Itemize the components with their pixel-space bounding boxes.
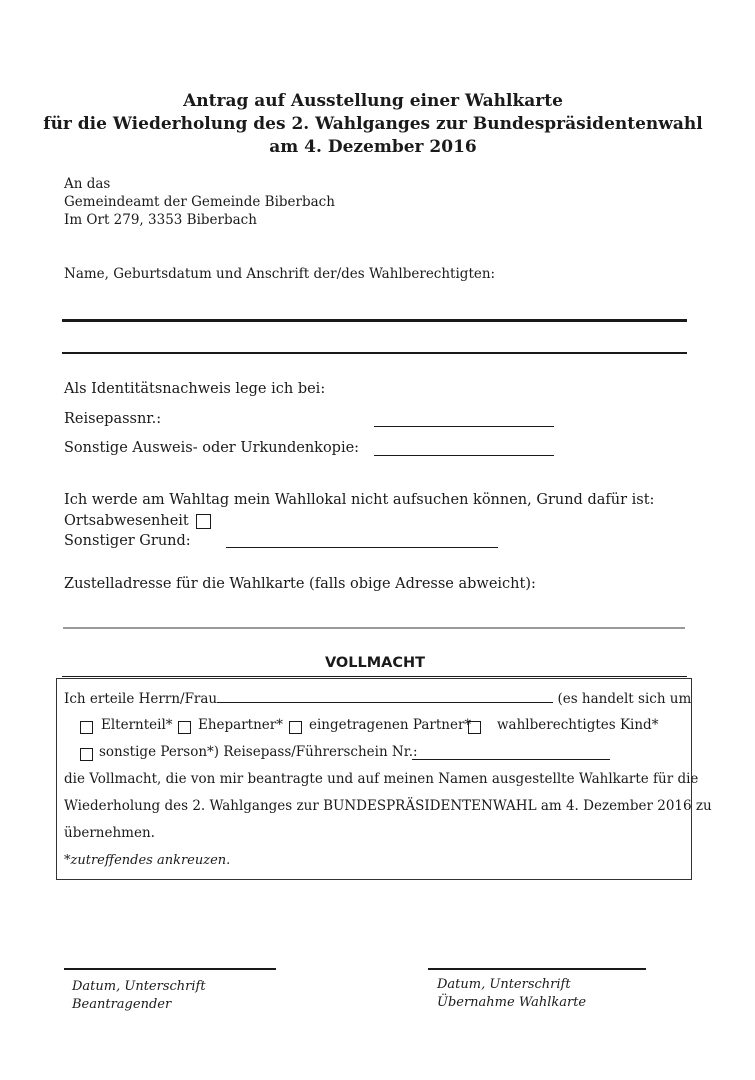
delivery-address-line[interactable]	[63, 627, 685, 629]
child-checkbox[interactable]	[468, 721, 481, 734]
spouse-option-label: Ehepartner*	[198, 717, 283, 733]
recipient-signature-caption-1: Datum, Unterschrift	[437, 977, 571, 992]
voter-info-line-2[interactable]	[62, 352, 687, 354]
proxy-heading-rule	[62, 676, 687, 677]
proxy-name-suffix: (es handelt sich um	[557, 691, 692, 707]
voter-info-label: Name, Geburtsdatum und Anschrift der/des Wahlberechtigten:	[64, 266, 496, 282]
proxy-box	[56, 678, 712, 880]
reason-heading: Ich werde am Wahltag mein Wahllokal nicht aufsuchen können, Grund dafür ist:	[64, 492, 655, 508]
applicant-signature-caption-2: Beantragender	[72, 997, 172, 1012]
absence-label: Ortsabwesenheit	[64, 513, 189, 529]
parent-checkbox[interactable]	[80, 721, 93, 734]
other-person-checkbox[interactable]	[80, 748, 93, 761]
other-reason-field[interactable]	[226, 534, 498, 548]
other-reason-label: Sonstiger Grund:	[64, 533, 191, 549]
child-option-label: wahlberechtigtes Kind*	[497, 717, 659, 733]
proxy-name-prefix: Ich erteile Herrn/Frau	[64, 691, 218, 707]
proxy-footnote: *zutreffendes ankreuzen.	[64, 853, 231, 868]
passport-number-field[interactable]	[374, 413, 554, 427]
proxy-body-line-3: übernehmen.	[64, 825, 155, 841]
recipient-signature-line[interactable]	[428, 968, 646, 970]
form-title-line-1: Antrag auf Ausstellung einer Wahlkarte	[183, 91, 563, 111]
id-document-number-field[interactable]	[412, 746, 610, 760]
proxy-body-line-2: Wiederholung des 2. Wahlganges zur BUNDESPRÄSIDENTENWAHL am 4. Dezember 2016 zu	[64, 798, 712, 814]
applicant-signature-line[interactable]	[64, 968, 276, 970]
other-document-field[interactable]	[374, 442, 554, 456]
recipient-line-3: Im Ort 279, 3353 Biberbach	[64, 212, 257, 228]
recipient-signature-caption-2: Übernahme Wahlkarte	[437, 995, 587, 1010]
form-title-line-3: am 4. Dezember 2016	[269, 137, 477, 157]
recipient-line-1: An das	[64, 176, 111, 192]
passport-label: Reisepassnr.:	[64, 411, 162, 427]
applicant-signature-caption-1: Datum, Unterschrift	[72, 979, 206, 994]
parent-option-label: Elternteil*	[101, 717, 173, 733]
proxy-line-1	[64, 689, 691, 707]
identity-heading: Als Identitätsnachweis lege ich bei:	[64, 381, 326, 397]
voter-info-line-1[interactable]	[62, 319, 687, 322]
other-document-label: Sonstige Ausweis- oder Urkundenkopie:	[64, 440, 360, 456]
proxy-name-field[interactable]	[217, 689, 553, 703]
form-title-line-2: für die Wiederholung des 2. Wahlganges zur Bundespräsidentenwahl	[43, 114, 703, 134]
delivery-address-label: Zustelladresse für die Wahlkarte (falls obige Adresse abweicht):	[64, 576, 536, 592]
proxy-heading: VOLLMACHT	[324, 655, 426, 671]
spouse-checkbox[interactable]	[178, 721, 191, 734]
proxy-body-line-1: die Vollmacht, die von mir beantragte und auf meinen Namen ausgestellte Wahlkarte für die	[64, 771, 699, 787]
registered-partner-checkbox[interactable]	[289, 721, 302, 734]
recipient-line-2: Gemeindeamt der Gemeinde Biberbach	[64, 194, 335, 210]
other-person-option-label: sonstige Person*) Reisepass/Führerschein Nr.:	[99, 744, 418, 760]
absence-checkbox[interactable]	[196, 514, 211, 529]
registered-partner-option-label: eingetragenen Partner*	[309, 717, 472, 733]
